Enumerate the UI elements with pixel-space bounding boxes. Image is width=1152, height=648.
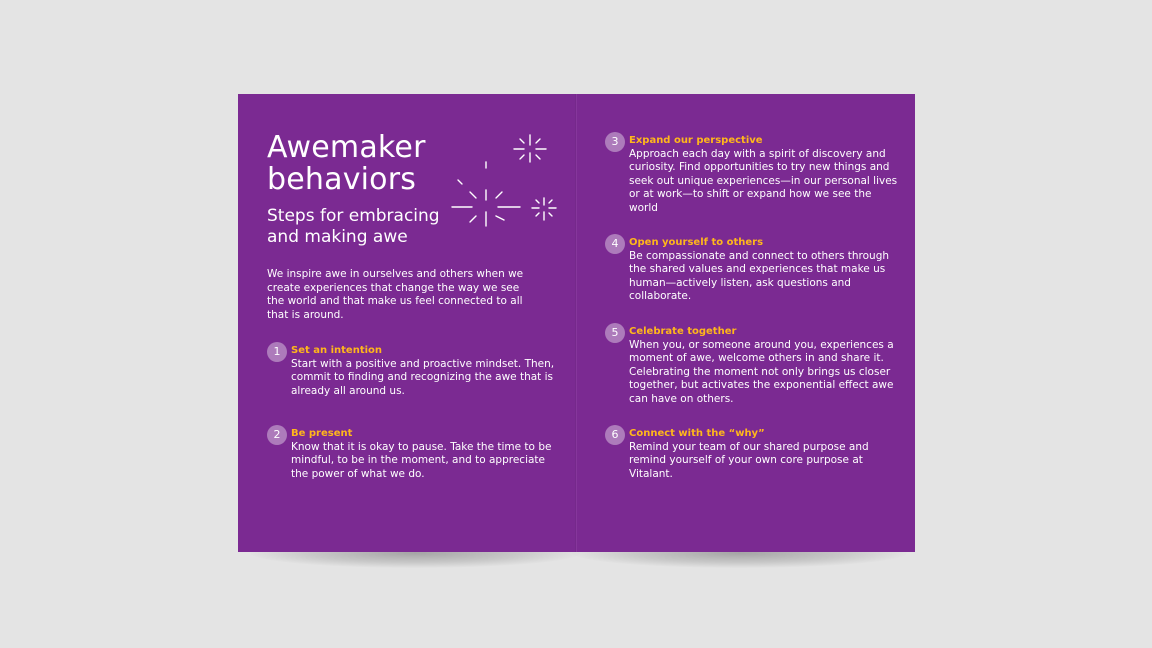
step-title: Connect with the “why”: [629, 428, 765, 439]
step-title: Expand our perspective: [629, 135, 763, 146]
step-title: Open yourself to others: [629, 237, 764, 248]
step-description: Be compassionate and connect to others through the shared values and experiences that make us human—actively listen, ask questions and collaborate.: [629, 250, 890, 303]
step-title: Set an intention: [291, 345, 383, 356]
step-title: Celebrate together: [629, 326, 737, 337]
left-page: [238, 94, 576, 552]
step-description: When you, or someone around you, experiences a moment of awe, welcome others in and share it. Celebrating the moment not only brings us closer together, but activates the exponential effect awe can have on others.: [629, 339, 894, 405]
step-description: Know that it is okay to pause. Take the time to be mindful, to be in the moment, and to appreciate the power of what we do.: [291, 441, 552, 480]
step-number-badge: 4: [605, 234, 625, 254]
step-number-badge: 1: [267, 342, 287, 362]
step-description: Approach each day with a spirit of discovery and curiosity. Find opportunities to try new things and seek out unique experiences—in our personal lives or at work—to shift or expand how we see the world: [629, 148, 898, 214]
sparkles-icon: [448, 132, 568, 232]
brochure-title: Awemaker behaviors: [267, 130, 426, 197]
step-number-badge: 6: [605, 425, 625, 445]
step-number-badge: 2: [267, 425, 287, 445]
step-number-badge: 5: [605, 323, 625, 343]
step-number-badge: 3: [605, 132, 625, 152]
intro-paragraph: We inspire awe in ourselves and others when we create experiences that change the way we see the world and that make us feel connected to all that is around.: [267, 268, 524, 321]
step-description: Start with a positive and proactive mindset. Then, commit to finding and recognizing the awe that is already all around us.: [291, 358, 555, 397]
right-page: [577, 94, 915, 552]
step-description: Remind your team of our shared purpose and remind yourself of your own core purpose at Vitalant.: [629, 441, 869, 480]
step-title: Be present: [291, 428, 353, 439]
brochure-subtitle: Steps for embracing and making awe: [267, 206, 440, 247]
